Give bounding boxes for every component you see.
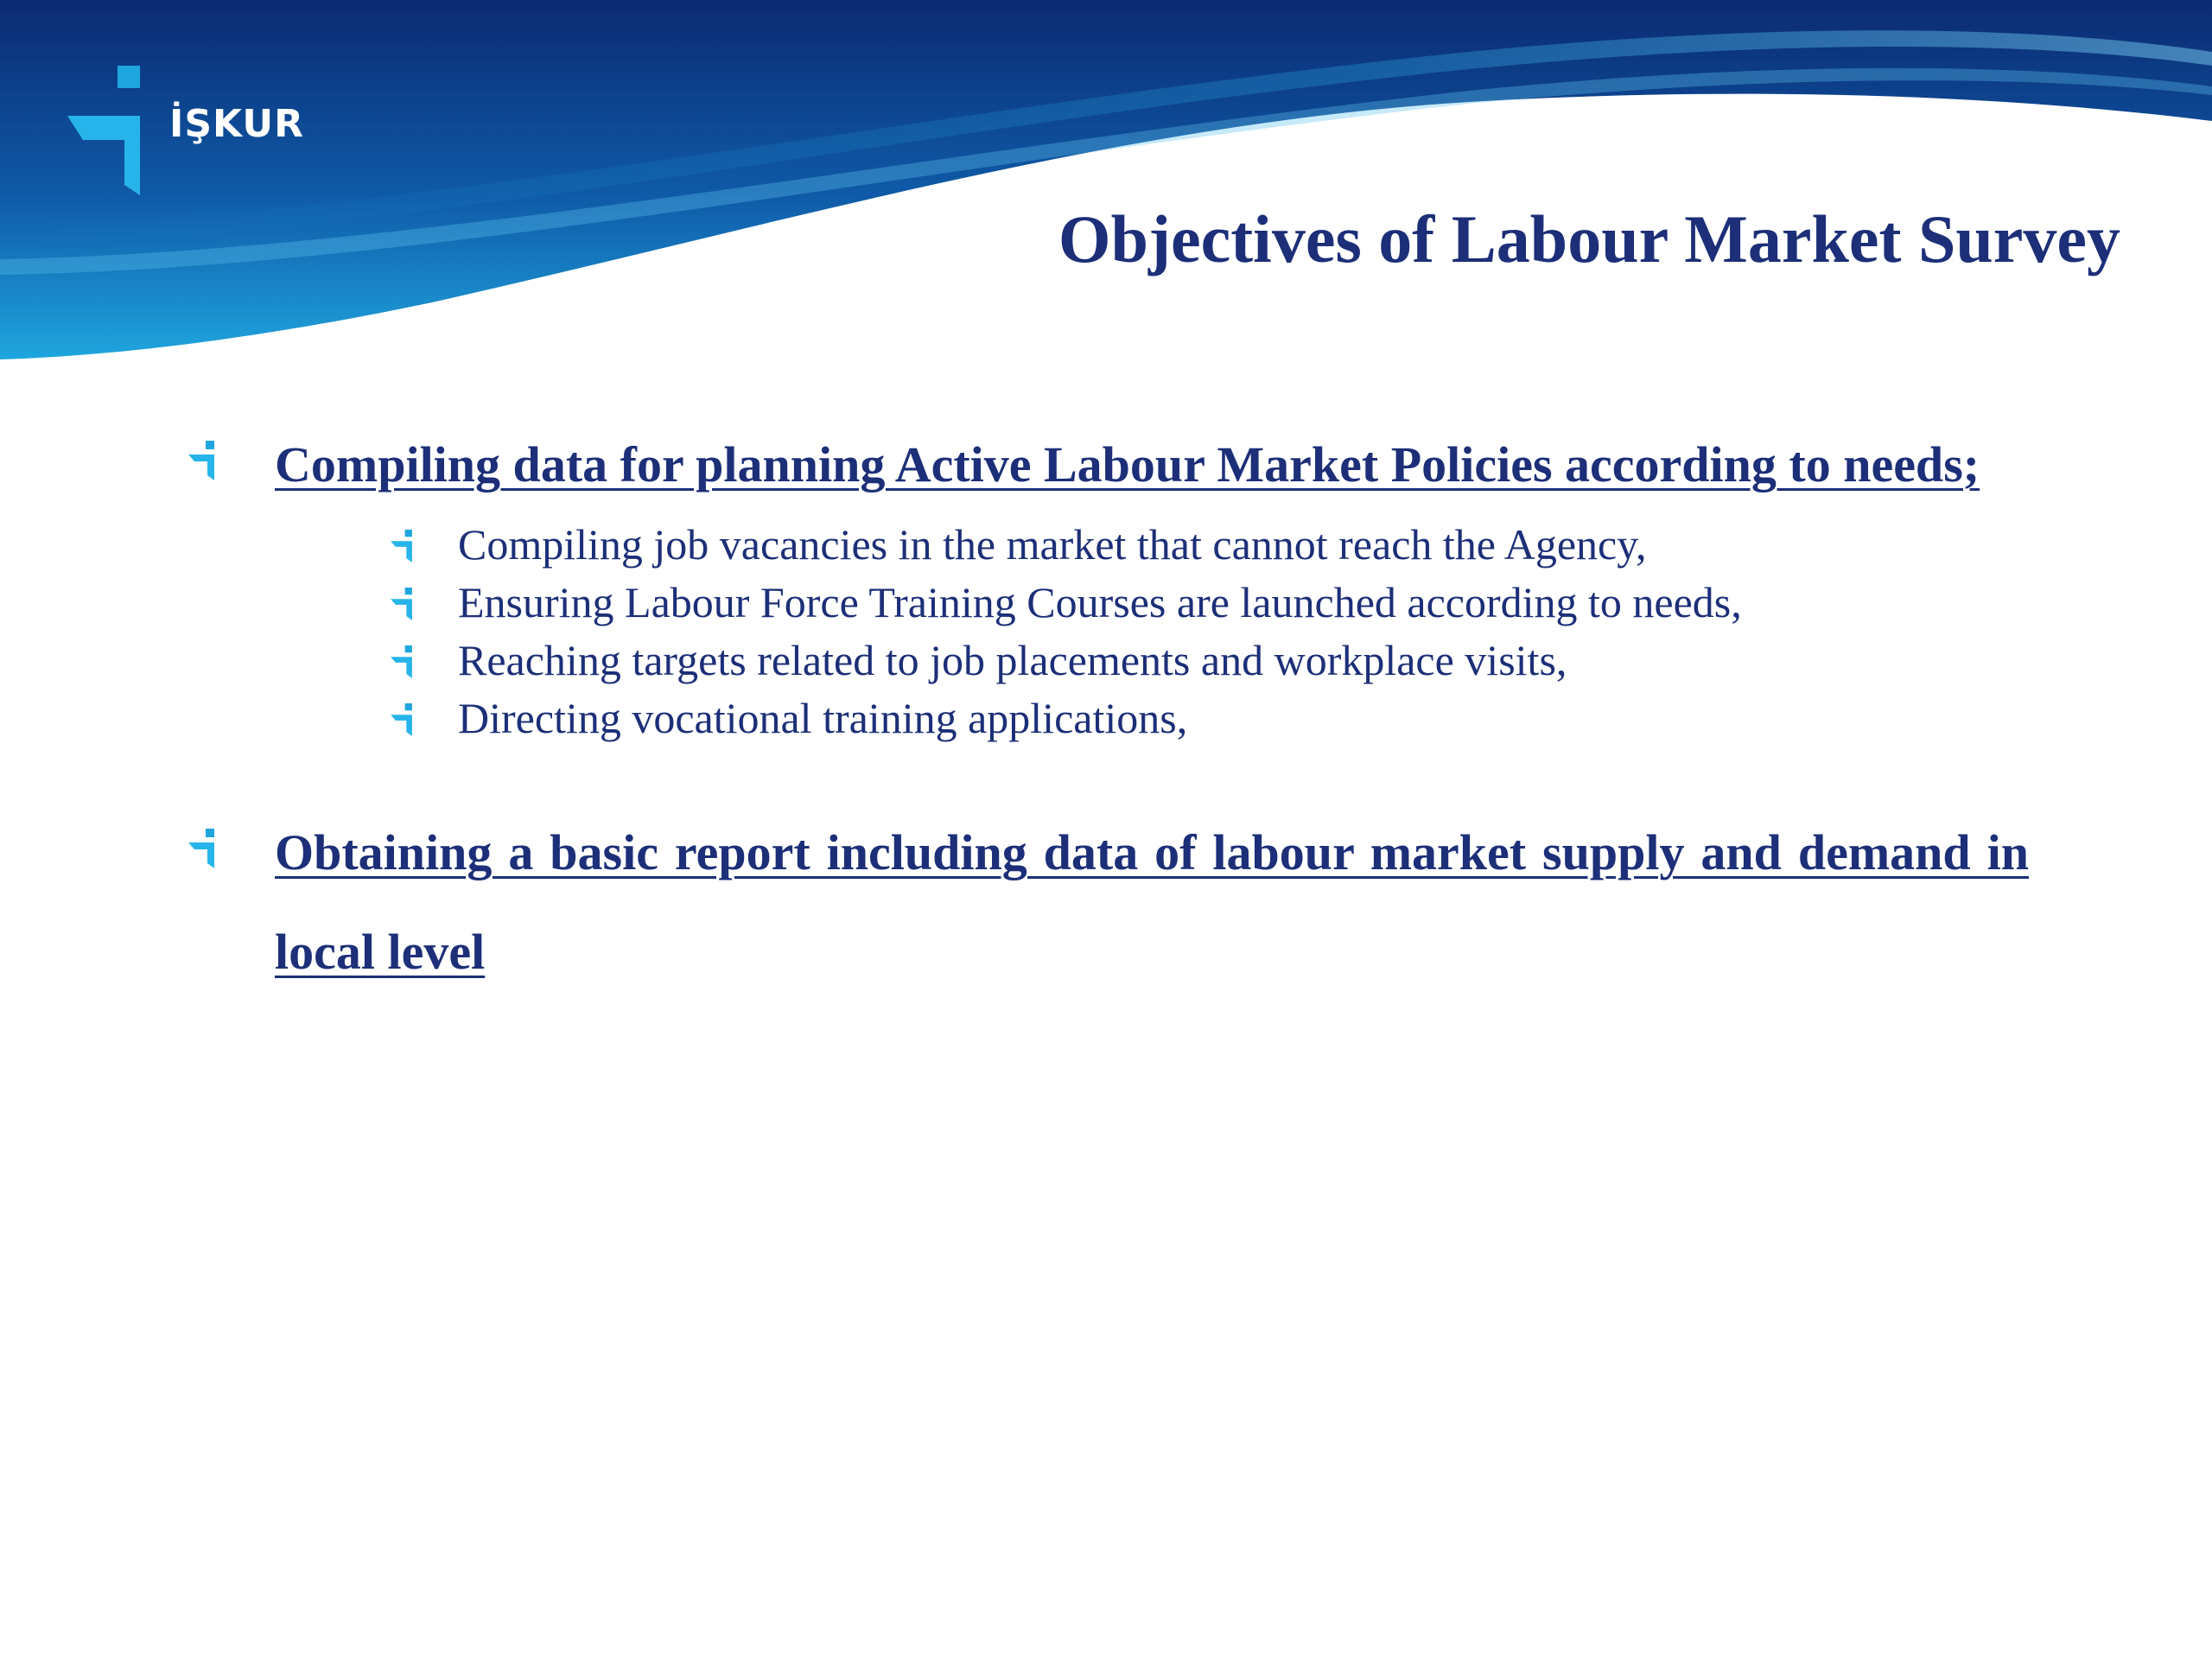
sub-bullet-item [275, 632, 2031, 690]
iskur-bullet-icon [391, 588, 416, 620]
sub-bullet-text: Reaching targets related to job placements and workplace visits, [458, 636, 1567, 684]
sub-bullet-item [275, 516, 2031, 574]
iskur-bullet-icon [391, 703, 416, 736]
main-bullet-text: Obtaining a basic report including data of labour market supply and demand in local level [275, 824, 2029, 980]
sub-bullet-item [275, 690, 2031, 747]
iskur-bullet-icon [188, 441, 219, 480]
sub-bullet-list [275, 516, 2031, 747]
slide-content [181, 415, 2031, 1001]
iskur-bullet-icon [391, 645, 416, 678]
main-bullet-item [181, 415, 2031, 747]
main-bullet-text: Compiling data for planning Active Labour Market Policies according to needs; [275, 436, 1980, 493]
logo-text: İŞKUR [169, 102, 304, 146]
slide-title: Objectives of Labour Market Survey [1058, 201, 2120, 276]
sub-bullet-text: Directing vocational training applications, [458, 694, 1188, 742]
iskur-bullet-icon [188, 829, 219, 868]
sub-bullet-item [275, 574, 2031, 632]
sub-bullet-text: Ensuring Labour Force Training Courses are launched according to needs, [458, 578, 1742, 626]
main-bullet-item [181, 803, 2031, 1001]
iskur-bullet-icon [391, 530, 416, 563]
sub-bullet-text: Compiling job vacancies in the market that cannot reach the Agency, [458, 520, 1647, 569]
